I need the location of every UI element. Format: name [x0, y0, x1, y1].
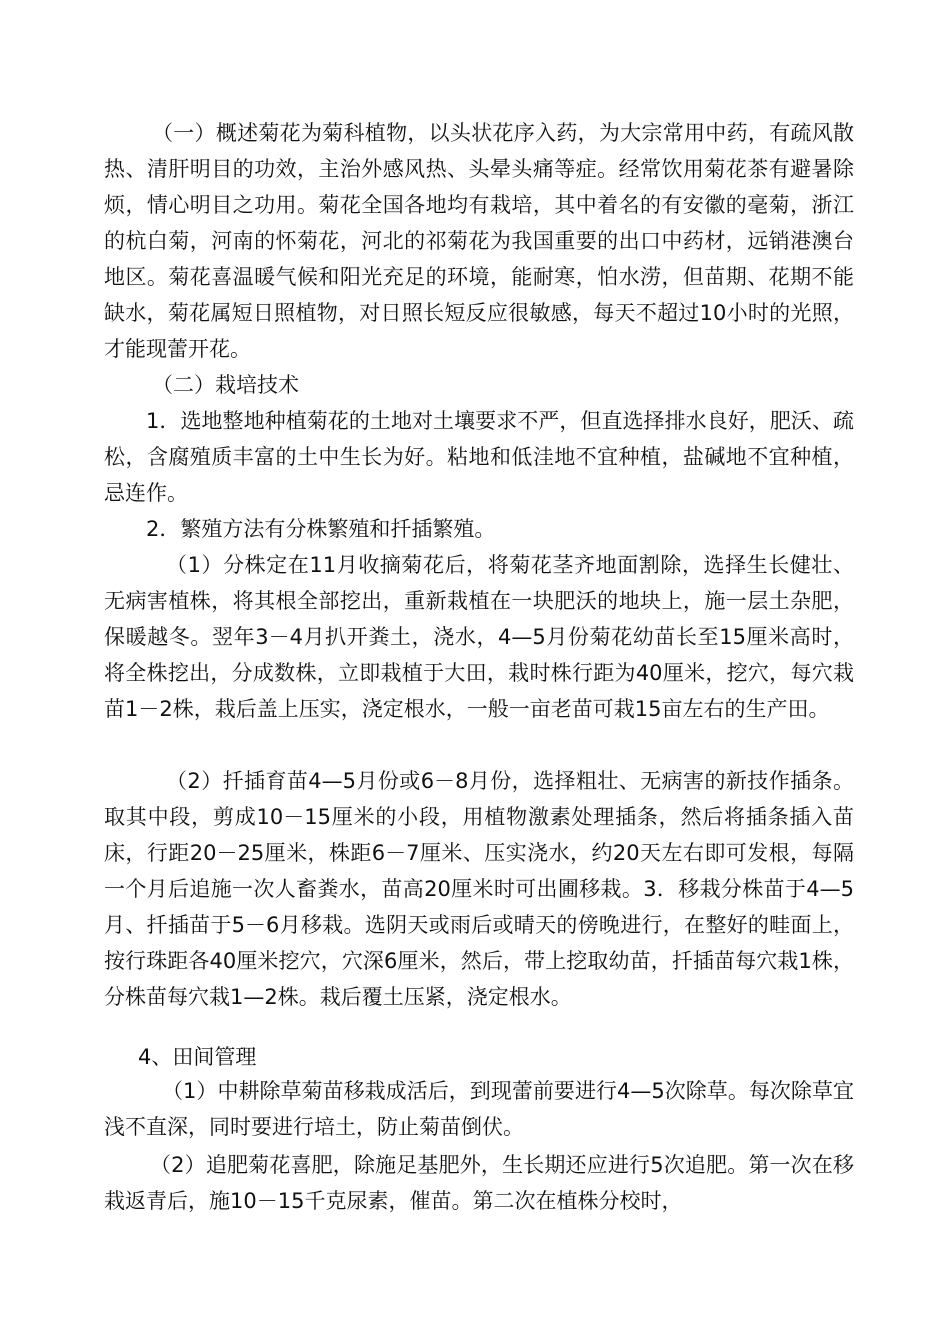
paragraph-cutting: （2）扦插育苗4—5月份或6－8月份，选择粗壮、无病害的新技作插条。取其中段，剪成10－15厘米的小段，用植物激素处理插条，然后将插条插入苗床，行距20－25厘米，株距6－7厘米、压实浇水，约20天左右即可发根，每隔一个月后追施一次人畜粪水，苗高20厘米时可出圃移栽。3．移栽分株苗于4—5月、扦插苗于5－6月移栽。选阴天或雨后或晴天的傍晚进行，在整好的畦面上，按行珠距各40厘米挖穴，穴深6厘米，然后，带上挖取幼苗，扦插苗每穴栽1株，分株苗每穴栽1—2株。栽后覆土压紧，浇定根水。: [104, 769, 854, 1009]
paragraph-division: （1）分株定在11月收摘菊花后，将菊花茎齐地面割除，选择生长健壮、无病害植株，将其根全部挖出，重新栽植在一块肥沃的地块上，施一层土杂肥，保暖越冬。翌年3－4月扒开粪土，浇水，4—5月份菊花幼苗长至15厘米高时，将全株挖出，分成数株，立即栽植于大田，栽时株行距为40厘米，挖穴，每穴栽苗1－2株，栽后盖上压实，浇定根水，一般一亩老苗可栽15亩左右的生产田。: [104, 553, 854, 721]
paragraph-overview: （一）概述菊花为菊科植物，以头状花序入药，为大宗常用中药，有疏风散热、清肝明目的功效，主治外感风热、头晕头痛等症。经常饮用菊花茶有避暑除烦，情心明目之功用。菊花全国各地均有栽培，其中着名的有安徽的毫菊，浙江的杭白菊，河南的怀菊花，河北的祁菊花为我国重要的出口中药材，远销港澳台地区。菊花喜温暖气候和阳光充足的环境，能耐寒，怕水涝，但苗期、花期不能缺水，菊花属短日照植物，对日照长短反应很敏感，每天不超过10小时的光照，才能现蕾开花。: [104, 121, 854, 361]
heading-field-management: 4、田间管理: [138, 1045, 257, 1069]
paragraph-weeding: （1）中耕除草菊苗移栽成活后，到现蕾前要进行4—5次除草。每次除草宜浅不直深，同时要进行培土，防止菊苗倒伏。: [104, 1079, 854, 1139]
paragraph-site-selection: 1．选地整地种植菊花的土地对土壤要求不严，但直选择排水良好，肥沃、疏松，含腐殖质丰富的土中生长为好。粘地和低洼地不宜种植，盐碱地不宜种植，忌连作。: [104, 409, 854, 505]
heading-cultivation: （二）栽培技术: [152, 373, 299, 397]
paragraph-propagation: 2．繁殖方法有分株繁殖和扦插繁殖。: [146, 517, 496, 541]
paragraph-fertilizing: （2）追肥菊花喜肥，除施足基肥外，生长期还应进行5次追肥。第一次在移栽返青后，施10－15千克尿素，催苗。第二次在植株分校时，: [104, 1153, 854, 1213]
